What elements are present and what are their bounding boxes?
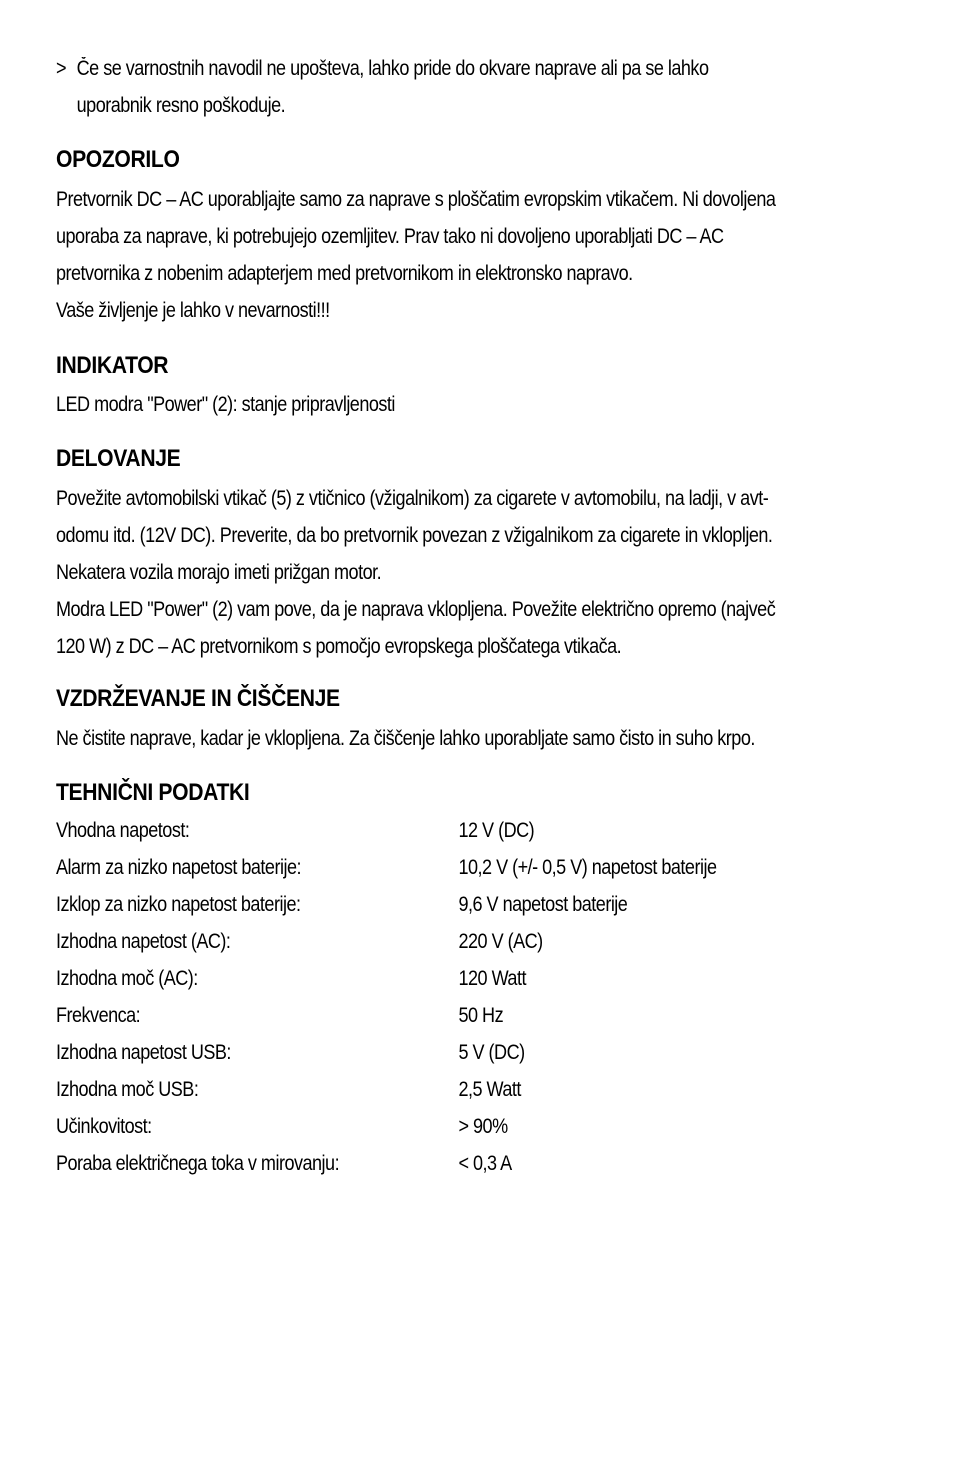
delovanje-line: Modra LED "Power" (2) vam pove, da je naprava vklopljena. Povežite električno opremo (največ [56,598,776,621]
delovanje-line: 120 W) z DC – AC pretvornikom s pomočjo evropskega ploščatega vtikača. [56,635,622,658]
vzdrzevanje-line: Ne čistite naprave, kadar je vklopljena. Za čiščenje lahko uporabljate samo čisto in suho krpo. [56,727,755,750]
opozorilo-line: pretvornika z nobenim adapterjem med pretvornikom in elektronsko napravo. [56,262,633,285]
spec-value: > 90% [458,1115,508,1138]
intro-bullet [56,50,916,124]
spec-label: Vhodna napetost: [56,819,190,842]
spec-label: Izhodna napetost (AC): [56,930,231,953]
indikator-body [56,386,916,423]
vzdrzevanje-heading: VZDRŽEVANJE IN ČIŠČENJE [56,685,340,712]
spec-label: Izhodna moč (AC): [56,967,198,990]
opozorilo-body [56,181,916,329]
opozorilo-line: uporaba za naprave, ki potrebujejo ozemljitev. Prav tako ni dovoljeno uporabljati DC – AC [56,225,724,248]
indikator-heading: INDIKATOR [56,352,169,379]
spec-value: 10,2 V (+/- 0,5 V) napetost baterije [458,856,717,879]
delovanje-line: Nekatera vozila morajo imeti prižgan motor. [56,561,382,584]
spec-value: 9,6 V napetost baterije [458,893,628,916]
opozorilo-line: Pretvornik DC – AC uporabljajte samo za naprave s ploščatim evropskim vtikačem. Ni dovoljena [56,188,776,211]
spec-value: < 0,3 A [458,1152,512,1175]
spec-label: Alarm za nizko napetost baterije: [56,856,301,879]
spec-value: 120 Watt [458,967,526,990]
tehnicni-heading: TEHNIČNI PODATKI [56,779,250,806]
opozorilo-heading: OPOZORILO [56,146,180,173]
spec-value: 2,5 Watt [458,1078,521,1101]
spec-label: Poraba električnega toka v mirovanju: [56,1152,340,1175]
spec-label: Izklop za nizko napetost baterije: [56,893,301,916]
delovanje-heading: DELOVANJE [56,445,181,472]
delovanje-body [56,480,916,665]
intro-line: Če se varnostnih navodil ne upošteva, lahko pride do okvare naprave ali pa se lahko [76,57,709,80]
bullet-marker: > [56,57,67,80]
intro-line: uporabnik resno poškoduje. [76,94,286,117]
spec-value: 5 V (DC) [458,1041,525,1064]
spec-label: Izhodna napetost USB: [56,1041,231,1064]
spec-table [56,812,916,1182]
spec-label: Izhodna moč USB: [56,1078,199,1101]
delovanje-line: Povežite avtomobilski vtikač (5) z vtičnico (vžigalnikom) za cigarete v avtomobilu, na ladji, v avt- [56,487,769,510]
spec-value: 50 Hz [458,1004,504,1027]
opozorilo-line: Vaše življenje je lahko v nevarnosti!!! [56,299,330,322]
spec-value: 12 V (DC) [458,819,535,842]
delovanje-line: odomu itd. (12V DC). Preverite, da bo pretvornik povezan z vžigalnikom za cigarete in vklopljen. [56,524,773,547]
spec-label: Frekvenca: [56,1004,141,1027]
indikator-line: LED modra "Power" (2): stanje pripravljenosti [56,393,395,416]
spec-label: Učinkovitost: [56,1115,152,1138]
vzdrzevanje-body [56,720,916,757]
spec-value: 220 V (AC) [458,930,543,953]
